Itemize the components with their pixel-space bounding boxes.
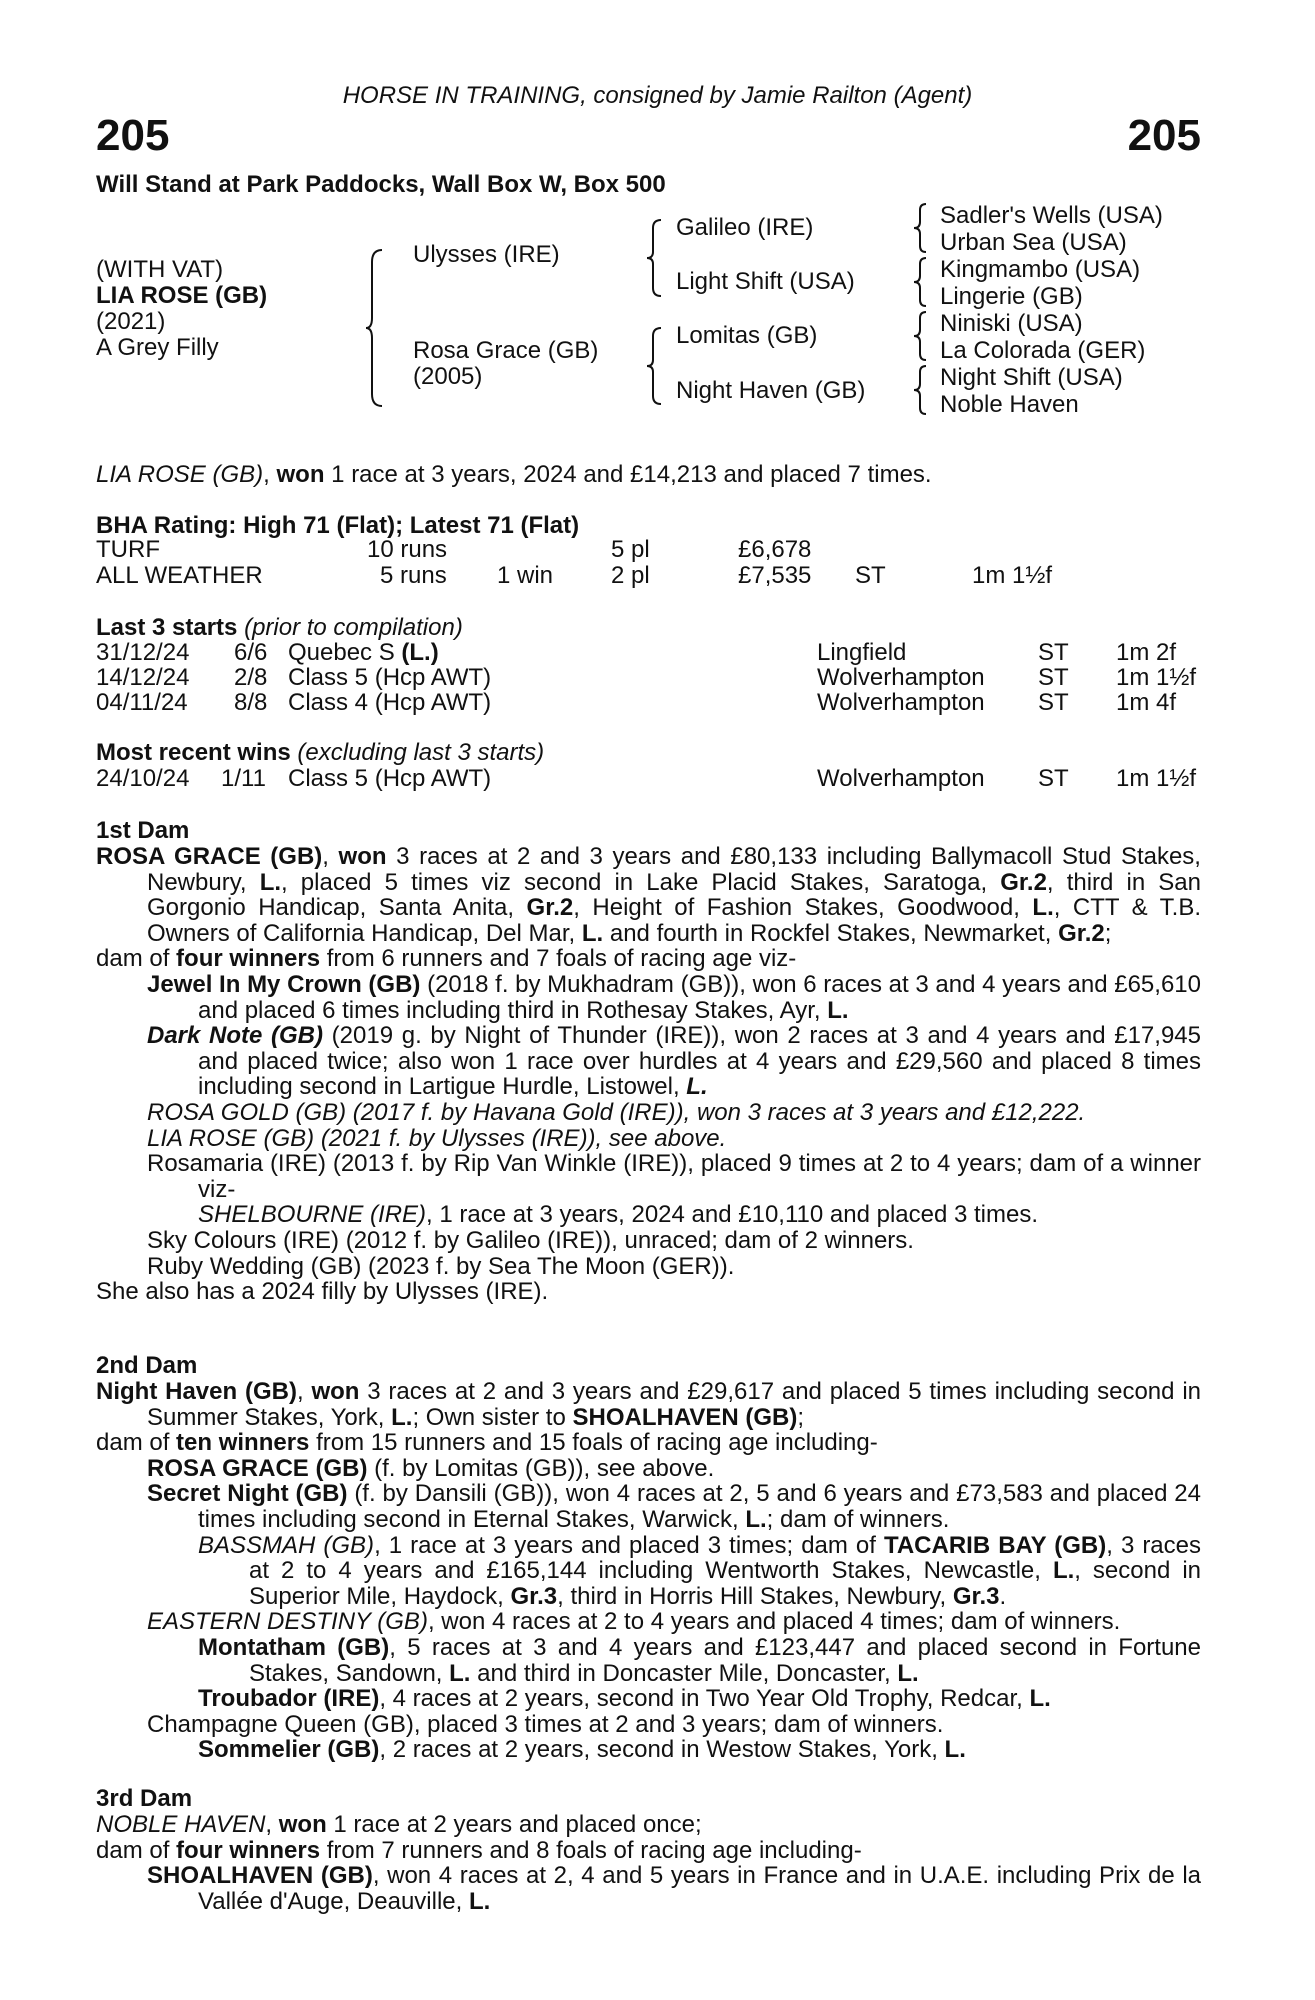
produce-sommelier: Sommelier (GB), 2 races at 2 years, second in Westow Stakes, York, L. bbox=[198, 1736, 966, 1764]
pedigree-dam-year: (2005) bbox=[413, 363, 483, 390]
consignment-line: HORSE IN TRAINING, consigned by Jamie Railton (Agent) bbox=[342, 82, 973, 109]
summary-name: LIA ROSE (GB) bbox=[96, 461, 264, 488]
second-dam-produce: dam of ten winners from 15 runners and 15 foals of racing age including- bbox=[96, 1429, 878, 1457]
recent-wins-title bbox=[96, 740, 544, 766]
rating-earnings: £7,535 bbox=[738, 562, 812, 589]
start-race: Class 5 (Hcp AWT) bbox=[288, 664, 492, 691]
last-starts-heading: Last 3 starts bbox=[96, 614, 238, 641]
horse-identity bbox=[96, 257, 267, 361]
third-dam-section bbox=[96, 1786, 1201, 1914]
pedigree-brace-3c bbox=[912, 310, 930, 362]
rating-surface: ALL WEATHER bbox=[96, 562, 263, 589]
second-dam-heading: 2nd Dam bbox=[96, 1352, 198, 1379]
start-going: ST bbox=[1038, 639, 1069, 666]
start-pos: 6/6 bbox=[234, 639, 268, 666]
pedigree-sss: Sadler's Wells (USA) bbox=[940, 202, 1163, 229]
produce-shelbourne: SHELBOURNE (IRE), 1 race at 3 years, 2024 and £10,110 and placed 3 times. bbox=[198, 1201, 1039, 1229]
summary-text: 1 race at 3 years, 2024 and £14,213 and placed 7 times. bbox=[331, 461, 932, 488]
start-race: Quebec S (L.) bbox=[288, 639, 439, 666]
produce-lia-rose: LIA ROSE (GB) (2021 f. by Ulysses (IRE)), see above. bbox=[147, 1124, 727, 1152]
win-dist: 1m 1½f bbox=[1116, 765, 1197, 792]
start-course: Wolverhampton bbox=[817, 689, 985, 716]
rating-earnings: £6,678 bbox=[738, 536, 812, 563]
pedigree-gen3 bbox=[940, 202, 1163, 418]
pedigree-brace-3a bbox=[912, 202, 930, 254]
pedigree-dsd: La Colorada (GER) bbox=[940, 337, 1146, 364]
rating-placed: 2 pl bbox=[611, 562, 650, 589]
lot-number-left: 205 bbox=[96, 111, 170, 160]
horse-name: LIA ROSE (GB) bbox=[96, 282, 268, 309]
rating-runs: 10 runs bbox=[367, 536, 448, 563]
start-race: Class 4 (Hcp AWT) bbox=[288, 689, 492, 716]
pedigree-ss: Galileo (IRE) bbox=[676, 214, 814, 241]
pedigree-ds: Lomitas (GB) bbox=[676, 322, 818, 349]
third-dam-heading: 3rd Dam bbox=[96, 1785, 193, 1812]
race-summary: LIA ROSE (GB), won 1 race at 3 years, 2024 and £14,213 and placed 7 times. bbox=[96, 461, 932, 488]
horse-description: A Grey Filly bbox=[96, 334, 219, 361]
win-date: 24/10/24 bbox=[96, 765, 190, 792]
pedigree-brace-3d bbox=[912, 364, 930, 416]
first-dam-heading: 1st Dam bbox=[96, 817, 190, 844]
pedigree-brace-sire bbox=[645, 218, 665, 298]
produce-montatham: Montatham (GB), 5 races at 3 and 4 years and £123,447 and placed second in Fortune Stakes, Sandown, L. and third in Doncaster Mile, Doncaster, L. bbox=[198, 1633, 1201, 1687]
start-going: ST bbox=[1038, 664, 1069, 691]
produce-rosamaria: Rosamaria (IRE) (2013 f. by Rip Van Winkle (IRE)), placed 9 times at 2 to 4 years; dam of a winner viz- bbox=[147, 1150, 1201, 1203]
produce-bassmah: BASSMAH (GB), 1 race at 3 years and placed 3 times; dam of TACARIB BAY (GB), 3 races at 2 to 4 years and £165,144 including Wentworth Stakes, Newcastle, L., second in Superior Mile, Haydock, Gr.3, third in Horris Hill Stakes, Newbury, Gr.3. bbox=[198, 1531, 1202, 1610]
pedigree-brace-dam bbox=[645, 326, 665, 406]
produce-ruby-wedding: Ruby Wedding (GB) (2023 f. by Sea The Moon (GER)). bbox=[147, 1252, 735, 1280]
first-dam-section bbox=[96, 818, 1201, 1305]
second-dam-section bbox=[96, 1353, 1201, 1763]
start-pos: 2/8 bbox=[234, 664, 268, 691]
produce-rosa-gold: ROSA GOLD (GB) (2017 f. by Havana Gold (IRE)), won 3 races at 3 years and £12,222. bbox=[147, 1098, 1086, 1126]
pedigree-sdd: Lingerie (GB) bbox=[940, 283, 1083, 310]
pedigree-brace-3b bbox=[912, 256, 930, 308]
produce-sky-colours: Sky Colours (IRE) (2012 f. by Galileo (IRE)), unraced; dam of 2 winners. bbox=[147, 1226, 914, 1254]
rating-placed: 5 pl bbox=[611, 536, 650, 563]
second-dam-record: Night Haven (GB), won 3 races at 2 and 3 years and £29,617 and placed 5 times including second in Summer Stakes, York, L.; Own sister to SHOALHAVEN (GB); bbox=[96, 1378, 1202, 1431]
start-date: 14/12/24 bbox=[96, 664, 190, 691]
start-dist: 1m 2f bbox=[1116, 639, 1177, 666]
start-dist: 1m 4f bbox=[1116, 689, 1177, 716]
pedigree-dam: Rosa Grace (GB) bbox=[413, 337, 599, 364]
start-pos: 8/8 bbox=[234, 689, 268, 716]
produce-jewel: Jewel In My Crown (GB) (2018 f. by Mukhadram (GB)), won 6 races at 3 and 4 years and £65,610 and placed 6 times including third in Rothesay Stakes, Ayr, L. bbox=[147, 970, 1201, 1024]
pedigree-sire: Ulysses (IRE) bbox=[413, 241, 560, 268]
summary-won: won bbox=[276, 461, 325, 488]
vat-label: (WITH VAT) bbox=[96, 256, 224, 283]
start-going: ST bbox=[1038, 689, 1069, 716]
third-dam-produce: dam of four winners from 7 runners and 8 foals of racing age including- bbox=[96, 1836, 862, 1864]
produce-also-has: She also has a 2024 filly by Ulysses (IRE). bbox=[96, 1278, 549, 1306]
pedigree-brace-main bbox=[364, 248, 386, 408]
last-starts-subtitle: (prior to compilation) bbox=[244, 614, 463, 641]
pedigree-ssd: Urban Sea (USA) bbox=[940, 229, 1127, 256]
start-course: Wolverhampton bbox=[817, 664, 985, 691]
produce-shoalhaven: SHOALHAVEN (GB), won 4 races at 2, 4 and 5 years in France and in U.A.E. including Prix de la Vallée d'Auge, Deauville, L. bbox=[147, 1862, 1201, 1915]
produce-champagne-queen: Champagne Queen (GB), placed 3 times at 2 and 3 years; dam of winners. bbox=[147, 1710, 944, 1738]
pedigree-dd: Night Haven (GB) bbox=[676, 377, 866, 404]
produce-eastern-destiny: EASTERN DESTINY (GB), won 4 races at 2 to 4 years and placed 4 times; dam of winners. bbox=[147, 1608, 1121, 1636]
rating-wins: 1 win bbox=[497, 562, 554, 589]
first-dam-produce: dam of four winners from 6 runners and 7 foals of racing age viz- bbox=[96, 945, 797, 973]
pedigree-dss: Niniski (USA) bbox=[940, 310, 1083, 337]
win-race: Class 5 (Hcp AWT) bbox=[288, 765, 492, 792]
win-going: ST bbox=[1038, 765, 1069, 792]
rating-going: ST bbox=[855, 562, 886, 589]
rating-surface: TURF bbox=[96, 536, 160, 563]
pedigree-dds: Night Shift (USA) bbox=[940, 364, 1123, 391]
third-dam-record: NOBLE HAVEN, won 1 race at 2 years and placed once; bbox=[96, 1811, 702, 1838]
produce-rosa-grace: ROSA GRACE (GB) (f. by Lomitas (GB)), see above. bbox=[147, 1454, 715, 1482]
rating-runs: 5 runs bbox=[380, 562, 447, 589]
recent-wins-heading: Most recent wins bbox=[96, 739, 291, 766]
start-course: Lingfield bbox=[817, 639, 907, 666]
rating-title: BHA Rating: High 71 (Flat); Latest 71 (Flat) bbox=[96, 512, 580, 539]
produce-dark-note: Dark Note (GB) (2019 g. by Night of Thunder (IRE)), won 2 races at 3 and 4 years and £17,945 and placed twice; also won 1 race over hurdles at 4 years and £29,560 and placed 8 times including second in Lartigue Hurdle, Listowel, L. bbox=[147, 1022, 1201, 1101]
win-course: Wolverhampton bbox=[817, 765, 985, 792]
start-dist: 1m 1½f bbox=[1116, 664, 1197, 691]
recent-wins-subtitle: (excluding last 3 starts) bbox=[297, 739, 545, 766]
pedigree-ddd: Noble Haven bbox=[940, 391, 1079, 418]
location-line: Will Stand at Park Paddocks, Wall Box W, Box 500 bbox=[96, 171, 666, 198]
pedigree-sd: Light Shift (USA) bbox=[676, 268, 855, 295]
start-date: 04/11/24 bbox=[96, 689, 188, 716]
lot-number-right: 205 bbox=[1127, 111, 1201, 160]
start-date: 31/12/24 bbox=[96, 639, 190, 666]
win-pos: 1/11 bbox=[221, 765, 266, 792]
pedigree-sds: Kingmambo (USA) bbox=[940, 256, 1141, 283]
produce-secret-night: Secret Night (GB) (f. by Dansili (GB)), won 4 races at 2, 5 and 6 years and £73,583 and placed 24 times including second in Eternal Stakes, Warwick, L.; dam of winners. bbox=[147, 1480, 1201, 1533]
produce-troubador: Troubador (IRE), 4 races at 2 years, second in Two Year Old Trophy, Redcar, L. bbox=[198, 1685, 1051, 1713]
first-dam-record: ROSA GRACE (GB), won 3 races at 2 and 3 years and £80,133 including Ballymacoll Stud Stakes, Newbury, L., placed 5 times viz second in Lake Placid Stakes, Saratoga, Gr.2, third in San Gorgonio Handicap, Santa Anita, Gr.2, Height of Fashion Stakes, Goodwood, L., CTT & T.B. Owners of California Handicap, Del Mar, L. and fourth in Rockfel Stakes, Newmarket, Gr.2; bbox=[96, 843, 1202, 947]
last-starts-title bbox=[96, 615, 463, 641]
rating-distance: 1m 1½f bbox=[972, 562, 1053, 589]
horse-year: (2021) bbox=[96, 308, 166, 335]
